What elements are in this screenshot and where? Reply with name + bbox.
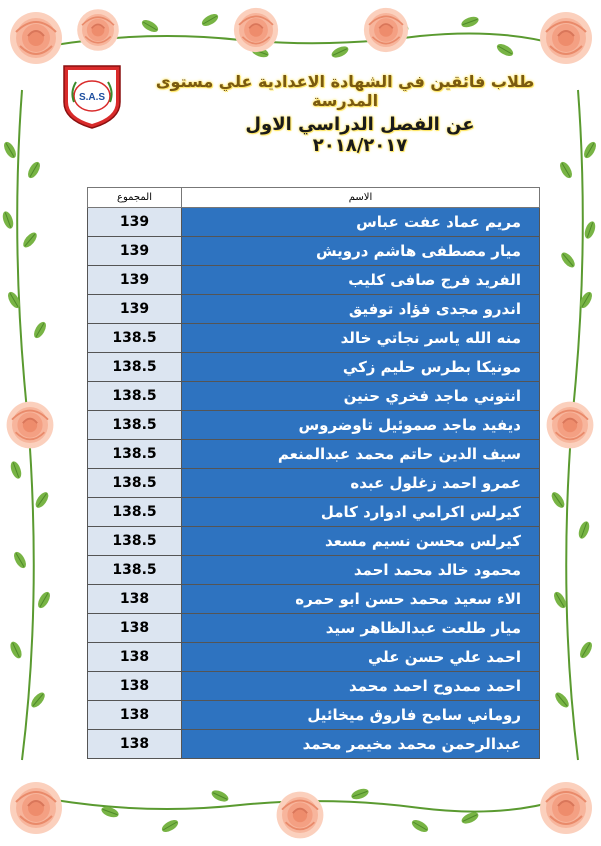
student-name: ميار مصطفى هاشم درويش: [182, 237, 540, 266]
table-row: [88, 440, 540, 469]
student-name: مريم عماد عفت عباس: [182, 208, 540, 237]
student-total: 139: [88, 208, 182, 237]
table-row: [88, 701, 540, 730]
student-name: مونيكا بطرس حليم زكي: [182, 353, 540, 382]
page-subtitle: عن الفصل الدراسي الاول ٢٠١٨/٢٠١٧: [245, 114, 475, 156]
table-row: [88, 498, 540, 527]
student-name: عبدالرحمن محمد مخيمر محمد: [182, 730, 540, 759]
student-name: محمود خالد محمد احمد: [182, 556, 540, 585]
table-row: [88, 295, 540, 324]
page-title: طلاب فائقين في الشهادة الاعدادية علي مستوى المدرسة: [155, 72, 535, 110]
student-total: 138.5: [88, 382, 182, 411]
student-total: 138.5: [88, 324, 182, 353]
table-row: [88, 411, 540, 440]
student-total: 138: [88, 672, 182, 701]
table-row: [88, 382, 540, 411]
student-total: 138.5: [88, 556, 182, 585]
student-name: الاء سعيد محمد حسن ابو حمره: [182, 585, 540, 614]
table-row: [88, 585, 540, 614]
student-name: احمد علي حسن علي: [182, 643, 540, 672]
logo-text: S.A.S: [78, 92, 106, 103]
table-row: [88, 672, 540, 701]
table-row: [88, 469, 540, 498]
student-name: ديفيد ماجد صموئيل تاوضروس: [182, 411, 540, 440]
student-total: 138.5: [88, 527, 182, 556]
column-header-total: المجموع: [88, 188, 182, 208]
student-total: 138: [88, 701, 182, 730]
student-name: عمرو احمد زغلول عبده: [182, 469, 540, 498]
table-row: [88, 208, 540, 237]
grades-table: [87, 187, 540, 759]
student-name: اندرو مجدى فؤاد توفيق: [182, 295, 540, 324]
student-name: منه الله ياسر نجاتي خالد: [182, 324, 540, 353]
student-total: 138.5: [88, 411, 182, 440]
table-row: [88, 353, 540, 382]
student-total: 138.5: [88, 440, 182, 469]
student-name: كيرلس اكرامي ادوارد كامل: [182, 498, 540, 527]
student-name: انتوني ماجد فخري حنين: [182, 382, 540, 411]
column-header-name: الاسم: [182, 188, 540, 208]
school-logo: [58, 62, 126, 130]
student-total: 138.5: [88, 498, 182, 527]
table-row: [88, 527, 540, 556]
student-total: 139: [88, 295, 182, 324]
student-name: الفريد فرج صافى كليب: [182, 266, 540, 295]
student-total: 138.5: [88, 353, 182, 382]
student-total: 138: [88, 730, 182, 759]
student-total: 138: [88, 585, 182, 614]
student-name: سيف الدين حاتم محمد عبدالمنعم: [182, 440, 540, 469]
student-total: 138.5: [88, 469, 182, 498]
table-row: [88, 237, 540, 266]
table-row: [88, 730, 540, 759]
student-total: 138: [88, 614, 182, 643]
table-row: [88, 614, 540, 643]
student-total: 139: [88, 237, 182, 266]
student-name: روماني سامح فاروق ميخائيل: [182, 701, 540, 730]
table-row: [88, 556, 540, 585]
student-name: احمد ممدوح احمد محمد: [182, 672, 540, 701]
student-name: كيرلس محسن نسيم مسعد: [182, 527, 540, 556]
table-header-row: [88, 188, 540, 208]
student-total: 138: [88, 643, 182, 672]
student-total: 139: [88, 266, 182, 295]
table-row: [88, 266, 540, 295]
table-row: [88, 324, 540, 353]
student-name: ميار طلعت عبدالظاهر سيد: [182, 614, 540, 643]
table-row: [88, 643, 540, 672]
